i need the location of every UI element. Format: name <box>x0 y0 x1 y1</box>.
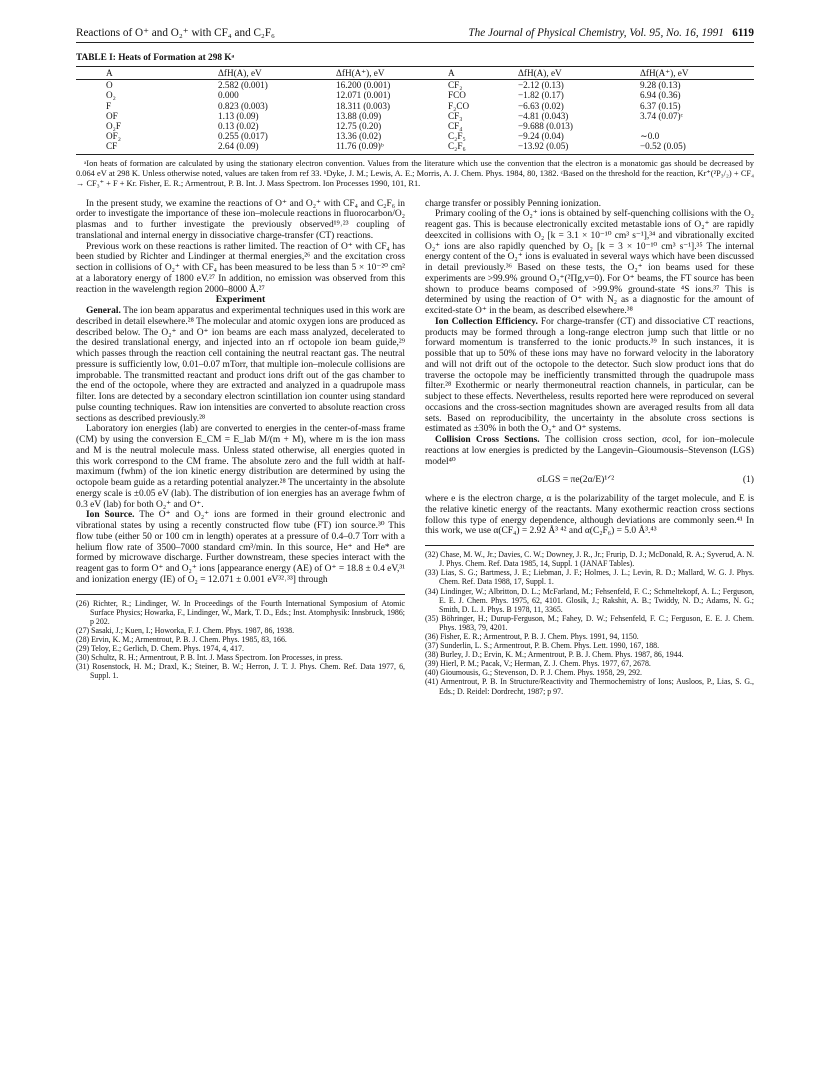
section-heading-experiment: Experiment <box>215 294 266 306</box>
col-header-dfh-a: ΔfH(A), eV <box>218 67 336 80</box>
cell-dfh-b: −6.63 (0.02) <box>518 100 564 111</box>
cell-dfh-a: 1.13 (0.09) <box>218 110 259 121</box>
table-row <box>76 90 754 100</box>
table-row <box>76 101 754 111</box>
cell-dfh-b: −9.688 (0.013) <box>518 121 573 132</box>
intro-paragraph: In the present study, we examine the reactions of O⁺ and O₂⁺ with CF₄ and C₂F₆ in order to investigate the importance of these ion–molecule reactions in fluorocarbon/O₂ plasmas and to further investigate the previously observed¹⁹˒²³ coupling of translational and internal energy in dissociative charge-transfer (CT) reactions. <box>76 198 405 241</box>
reference-29: (29) Teloy, E.; Gerlich, D. Chem. Phys. 1974, 4, 417. <box>76 644 244 654</box>
journal-citation <box>468 27 754 39</box>
cell-dfh-a: 0.13 (0.02) <box>218 121 259 132</box>
cell-dfh-bplus: 3.74 (0.07)ᶜ <box>640 110 683 121</box>
cell-dfh-bplus: −0.52 (0.05) <box>640 141 686 152</box>
subheading-collision-cross-sections: Collision Cross Sections. <box>435 435 540 446</box>
reference-39: (39) Hierl, P. M.; Pacak, V.; Herman, Z. J. Chem. Phys. 1977, 67, 2678. <box>425 659 651 669</box>
cell-species-b: CF₄ <box>448 121 463 132</box>
table-row <box>76 141 754 154</box>
table-caption: TABLE I: Heats of Formation at 298 Kᵃ <box>76 53 235 63</box>
cell-dfh-aplus: 18.311 (0.003) <box>336 100 391 111</box>
journal-name: The Journal of Physical Chemistry, Vol. 95, No. 16, 1991 <box>468 27 724 39</box>
cell-species-b: F₂CO <box>448 100 470 111</box>
right-column <box>425 199 754 696</box>
table-header-row <box>76 67 754 80</box>
general-paragraph <box>76 306 405 424</box>
cell-dfh-b: −13.92 (0.05) <box>518 141 569 152</box>
page-number: 6119 <box>732 27 754 39</box>
table-body <box>76 80 754 154</box>
table-footnote: ᵃIon heats of formation are calculated by using the stationary electron convention. Values from the literature which use the convention that the electron is a monatomic gas should be decreased by 0.064 eV at 298 K. Unless otherwise noted, values are taken from ref 33. ᵇDyke, J. M.; Lewis, A. E.; Morris, A. J. Chem. Phys. 1984, 80, 1382. ᶜBased on the threshold for the reaction, Kr⁺(²P₃/₂) + CF₄ → CF₃⁺ + F + Kr. Fisher, E. R.; Armentrout, P. B. Int. J. Mass Spectrom. Ion Processes 1990, 101, R1. <box>76 158 754 188</box>
equation-body: σLGS = πe(2α/E)¹ᐟ² <box>537 474 615 486</box>
left-column <box>76 199 405 696</box>
article-short-title: Reactions of O⁺ and O₂⁺ with CF₄ and C₂F₆ <box>76 27 275 39</box>
equation-1 <box>425 475 754 486</box>
ion-collection-text: For charge-transfer (CT) and dissociative CT reactions, products may be formed through a long-range electron jump such that little or no forward momentum is transferred to the ionic products.³⁹ In such instances, it is possible that up to 50% of these ions may have no forward velocity in the laboratory and will not drift out of the octopole to the detector. Such slow product ions that do traverse the octopole may be inefficiently transmitted through the quadrupole mass filter.²⁸ Exothermic or nearly thermoneutral reaction channels, in particular, can be subject to these effects. Nevertheless, results reported here were reproduced on several occasions and the cross-section magnitudes shown are averaged results from all data sets. Based on reproducibility, the uncertainty in the absolute cross sections is estimated as ±30% in both the O₂⁺ and O⁺ systems. <box>425 316 754 435</box>
col-header-dfh-bplus: ΔfH(A⁺), eV <box>640 67 754 80</box>
col-header-dfh-aplus: ΔfH(A⁺), eV <box>336 67 448 80</box>
cell-species-a: OF <box>106 110 118 121</box>
cell-species-a: CF <box>106 141 118 152</box>
subheading-ion-collection: Ion Collection Efficiency. <box>435 316 538 327</box>
reference-32: (32) Chase, M. W., Jr.; Davies, C. W.; Downey, J. R., Jr.; Frurip, D. J.; McDonald, R. A.; Syverud, A. N. J. Phys. Chem. Ref. Data 1985, 14, Suppl. 1 (JANAF Tables). <box>425 550 754 569</box>
cell-dfh-aplus: 13.88 (0.09) <box>336 110 382 121</box>
reference-27: (27) Sasaki, J.; Kuen, I.; Howorka, F. J. Chem. Phys. 1987, 86, 1938. <box>76 625 295 635</box>
reference-30: (30) Schultz, R. H.; Armentrout, P. B. Int. J. Mass Spectrom. Ion Processes, in press. <box>76 653 343 663</box>
left-references <box>76 594 405 681</box>
cell-species-b: C₂F₅ <box>448 131 466 142</box>
cell-dfh-aplus: 11.76 (0.09)ᵇ <box>336 141 384 152</box>
collision-cross-section-text: The collision cross section, σcol, for ion–molecule reactions at low energies is predicted by the Langevin–Gioumousis–Stevenson (LGS) model⁴⁰ <box>425 435 755 467</box>
cell-dfh-aplus: 13.36 (0.02) <box>336 131 382 142</box>
reference-34: (34) Lindinger, W.; Albritton, D. L.; McFarland, M.; Fehsenfeld, F. C.; Schmeltekopf, A. L.; Ferguson, E. E. J. Chem. Phys. 1975, 62, 4101. Glosik, J.; Rakshit, A. B.; Twiddy, N. D.; Adams, N. G.; Smith, D. L. J. Phys. B 1978, 11, 3365. <box>425 586 754 614</box>
ion-collection-paragraph <box>425 317 754 435</box>
cell-dfh-a: 2.582 (0.001) <box>218 80 268 91</box>
col-header-dfh-b: ΔfH(A), eV <box>518 67 640 80</box>
equation-number: (1) <box>742 474 754 486</box>
reference-41: (41) Armentrout, P. B. In Structure/Reactivity and Thermochemistry of Ions; Ausloos, P., Lias, S. G., Eds.; D. Reidel: Dordrecht, 1987; p 97. <box>425 677 754 696</box>
reference-36: (36) Fisher, E. R.; Armentrout, P. B. J. Chem. Phys. 1991, 94, 1150. <box>425 631 639 641</box>
cell-species-a: F <box>106 100 112 111</box>
col-header-species-b: A <box>448 67 518 80</box>
cell-dfh-aplus: 12.071 (0.001) <box>336 90 391 101</box>
primary-cooling-paragraph: Primary cooling of the O₂⁺ ions is obtained by self-quenching collisions with the O₂ reagent gas. This is because electronically excited metastable ions of O₂⁺ are rapidly deexcited in collisions with O₂ [k = 3.1 × 10⁻¹⁰ cm³ s⁻¹],³⁴ and vibrationally excited O₂⁺ ions are also rapidly quenched by O₂ [k = 3 × 10⁻¹⁰ cm³ s⁻¹].³⁵ The internal energy content of the O₂⁺ ions is evaluated in several ways which have been discussed in detail previously.³⁶ Based on these tests, the O₂⁺ ion beams used for these experiments are >99.9% ground O₂⁺(²Πg,v=0). For O⁺ beams, the FT source has been shown to produce beams composed of >99.9% ground-state ⁴S ions.³⁷ This is determined by using the reaction of O⁺ with N₂ as a diagnostic for the amount of excited-state O⁺ in the beam, as described elsewhere.³⁸ <box>425 209 754 317</box>
cell-species-b: FCO <box>448 90 466 101</box>
cell-species-b: C₂F₆ <box>448 141 466 152</box>
cell-dfh-b: −4.81 (0.043) <box>518 110 569 121</box>
cell-species-b: CF₂ <box>448 80 463 91</box>
table-row <box>76 111 754 121</box>
reference-40: (40) Gioumousis, G.; Stevenson, D. P. J. Chem. Phys. 1958, 29, 292. <box>425 668 643 678</box>
right-references <box>425 545 754 696</box>
reference-31: (31) Rosenstock, H. M.; Draxl, K.; Steiner, B. W.; Herron, J. T. J. Phys. Chem. Ref. Data 1977, 6, Suppl. 1. <box>76 662 405 681</box>
reference-35: (35) Böhringer, H.; Durup-Ferguson, M.; Fahey, D. W.; Fehsenfeld, F. C.; Ferguson, E. E. J. Chem. Phys. 1983, 79, 4201. <box>425 613 754 632</box>
continuation-text: charge transfer or possibly Penning ionization. <box>425 198 601 209</box>
reference-37: (37) Sunderlin, L. S.; Armentrout, P. B. Chem. Phys. Lett. 1990, 167, 188. <box>425 641 660 651</box>
cell-dfh-bplus: 6.37 (0.15) <box>640 100 681 111</box>
cell-dfh-b: −1.82 (0.17) <box>518 90 564 101</box>
cell-dfh-a: 0.255 (0.017) <box>218 131 268 142</box>
general-text: The ion beam apparatus and experimental techniques used in this work are described in detail elsewhere.²⁸ The molecular and atomic oxygen ions are produced as described below. The O₂⁺ and O⁺ ion beams are each mass analyzed, decelerated to the desired translational energy, and injected into an rf octopole ion beam guide,²⁹ which passes through the reaction cell containing the neutral reactant gas. The neutral pressure is sufficiently low, 0.01–0.07 mTorr, that multiple ion–molecule collisions are improbable. The transmitted reactant and product ions drift out of the gas chamber to the end of the octopole, where they are extracted and analyzed in a quadrupole mass filter. Ions are detected by a secondary electron scintillation ion counter using standard pulse counting techniques. Raw ion intensities are converted to absolute reaction cross sections as described previously.²⁸ <box>76 306 405 424</box>
ion-source-text: The O⁺ and O₂⁺ ions are formed in their ground electronic and vibrational states by using a recently constructed flow tube (FT) ion source.³⁰ This flow tube (either 50 or 100 cm in length) operates at a pressure of 0.4–0.7 Torr with a helium flow rate of 3500–7000 standard cm³/min. In this source, He⁺ and He* are formed by microwave discharge. Further downstream, these species interact with the reagent gas to form O⁺ and O₂⁺ ions [appearance energy (AE) of O⁺ = 18.8 ± 0.4 eV,³¹ and ionization energy (IE) of O₂ = 12.071 ± 0.001 eV³²˒³³] through <box>76 510 405 585</box>
previous-work-paragraph: Previous work on these reactions is rather limited. The reaction of O⁺ with CF₄ has been studied by Richter and Lindinger at thermal energies,²⁶ and the excitation cross section in collisions of O₂⁺ with CF₄ has been measured to be less than 5 × 10⁻²⁰ cm² at a laboratory energy of 1800 eV.²⁷ In addition, no emission was observed from this reaction in the wavelength region 2000–8000 Å.²⁷ <box>76 241 405 295</box>
cell-species-a: O <box>106 80 113 91</box>
table-row <box>76 121 754 131</box>
cell-dfh-a: 0.823 (0.003) <box>218 100 268 111</box>
cell-dfh-bplus: 6.94 (0.36) <box>640 90 681 101</box>
cell-dfh-bplus: 9.28 (0.13) <box>640 80 681 91</box>
ion-source-paragraph <box>76 510 405 585</box>
cell-dfh-aplus: 16.200 (0.001) <box>336 80 391 91</box>
cell-dfh-a: 0.000 <box>218 90 239 101</box>
cell-dfh-bplus <box>640 121 754 131</box>
running-header <box>76 26 754 43</box>
cell-dfh-b: −2.12 (0.13) <box>518 80 564 91</box>
energy-conversion-paragraph: Laboratory ion energies (lab) are converted to energies in the center-of-mass frame (CM) by using the conversion E_CM = E_lab M/(m + M), where m is the ion mass and M is the neutral molecule mass. Unless stated otherwise, all energies quoted in this work correspond to the CM frame. The absolute zero and the full width at half-maximum (fwhm) of the ion kinetic energy distribution are determined by using the octopole beam guide as a retarding potential analyzer.²⁸ The uncertainty in the absolute energy scale is ±0.05 eV (lab). The distribution of ion energies has an average fwhm of 0.3 eV (lab) for both O₂⁺ and O⁺. <box>76 424 405 510</box>
cell-species-a: OF₂ <box>106 131 121 142</box>
subheading-general: General. <box>86 306 121 317</box>
cell-dfh-a: 2.64 (0.09) <box>218 141 259 152</box>
reference-28: (28) Ervin, K. M.; Armentrout, P. B. J. Chem. Phys. 1985, 83, 166. <box>76 635 287 644</box>
cell-dfh-bplus: ∼0.0 <box>640 131 660 142</box>
cell-dfh-b: −9.24 (0.04) <box>518 131 564 142</box>
table-row <box>76 80 754 91</box>
subheading-ion-source: Ion Source. <box>86 510 135 521</box>
col-header-species-a: A <box>76 67 218 80</box>
two-column-body <box>76 199 754 696</box>
cell-species-a: O₂F <box>106 121 121 132</box>
reference-38: (38) Burley, J. D.; Ervin, K. M.; Armentrout, P. B. J. Chem. Phys. 1987, 86, 1944. <box>425 650 684 660</box>
polarizability-paragraph: where e is the electron charge, α is the polarizability of the target molecule, and E is the relative kinetic energy of the reactants. Many exothermic reaction cross sections follow this type of energy dependence, although deviations are commonly seen.⁴¹ In this work, we use α(CF₄) = 2.92 Å³ ⁴² and α(C₂F₆) = 5.0 Å³.⁴³ <box>425 494 754 537</box>
cell-species-b: CF₃ <box>448 110 463 121</box>
heats-of-formation-table <box>76 66 754 155</box>
cell-species-a: O₂ <box>106 90 116 101</box>
table-row <box>76 131 754 141</box>
reference-33: (33) Lias, S. G.; Bartmess, J. E.; Liebman, J. F.; Holmes, J. L.; Levin, R. D.; Mallard, W. G. J. Phys. Chem. Ref. Data 1988, 17, Suppl. 1. <box>425 568 754 587</box>
journal-page <box>76 26 754 696</box>
collision-cross-section-paragraph <box>425 435 754 467</box>
reference-26: (26) Richter, R.; Lindinger, W. In Proceedings of the Fourth International Symposium of Atomic Surface Physics; Howarka, F., Lindinger, W., Mark, T. D., Eds.; Inst. Atomphysik: Innsbruck, 1986; p 202. <box>76 598 405 626</box>
cell-dfh-aplus: 12.75 (0.20) <box>336 121 382 132</box>
